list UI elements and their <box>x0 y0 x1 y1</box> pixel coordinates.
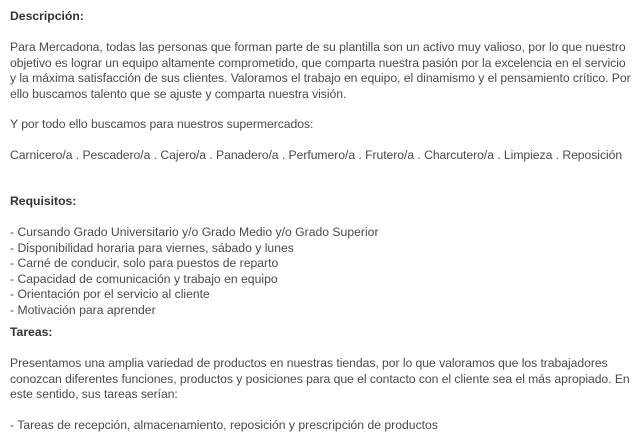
requisito-item: - Motivación para aprender <box>10 302 156 317</box>
tareas-intro: Presentamos una amplia variedad de productos en nuestras tiendas, por lo que valoramos que los trabajadores conozcan diferentes funciones, productos y posiciones para que el contacto con el cliente sea el más apropiado. En este sentido, sus tareas serían: <box>10 356 630 401</box>
descripcion-intro: Para Mercadona, todas las personas que forman parte de su plantilla son un activo muy valioso, por lo que nuestro objetivo es lograr un equipo altamente comprometido, que comparta nuestra pasión por la excelencia en el servicio y la máxima satisfacción de sus clientes. Valoramos el trabajo en equipo, el dinamismo y el pensamiento crítico. Por ello buscamos talento que se ajuste y comparta nuestra visión. <box>10 40 631 101</box>
requisito-item: - Orientación por el servicio al cliente <box>10 287 210 301</box>
puestos-list-text: Carnicero/a . Pescadero/a . Cajero/a . Panadero/a . Perfumero/a . Frutero/a . Charcutero/a . Limpieza . Reposición <box>10 148 623 162</box>
requisito-item: - Cursando Grado Universitario y/o Grado Medio y/o Grado Superior <box>10 225 379 239</box>
supermercados-text: Y por todo ello buscamos para nuestros supermercados: <box>10 117 314 131</box>
requisito-item: - Carné de conducir, solo para puestos de reparto <box>10 256 279 270</box>
tarea-item: - Tareas de recepción, almacenamiento, reposición y prescripción de productos <box>10 418 438 432</box>
requisitos-list <box>10 225 634 318</box>
requisito-item: - Capacidad de comunicación y trabajo en equipo <box>10 271 278 286</box>
requisitos-heading: Requisitos: <box>10 194 77 208</box>
tareas-heading: Tareas: <box>10 325 53 339</box>
tareas-list <box>10 418 634 434</box>
descripcion-heading: Descripción: <box>10 9 84 23</box>
requisito-item: - Disponibilidad horaria para viernes, sábado y lunes <box>10 240 294 255</box>
